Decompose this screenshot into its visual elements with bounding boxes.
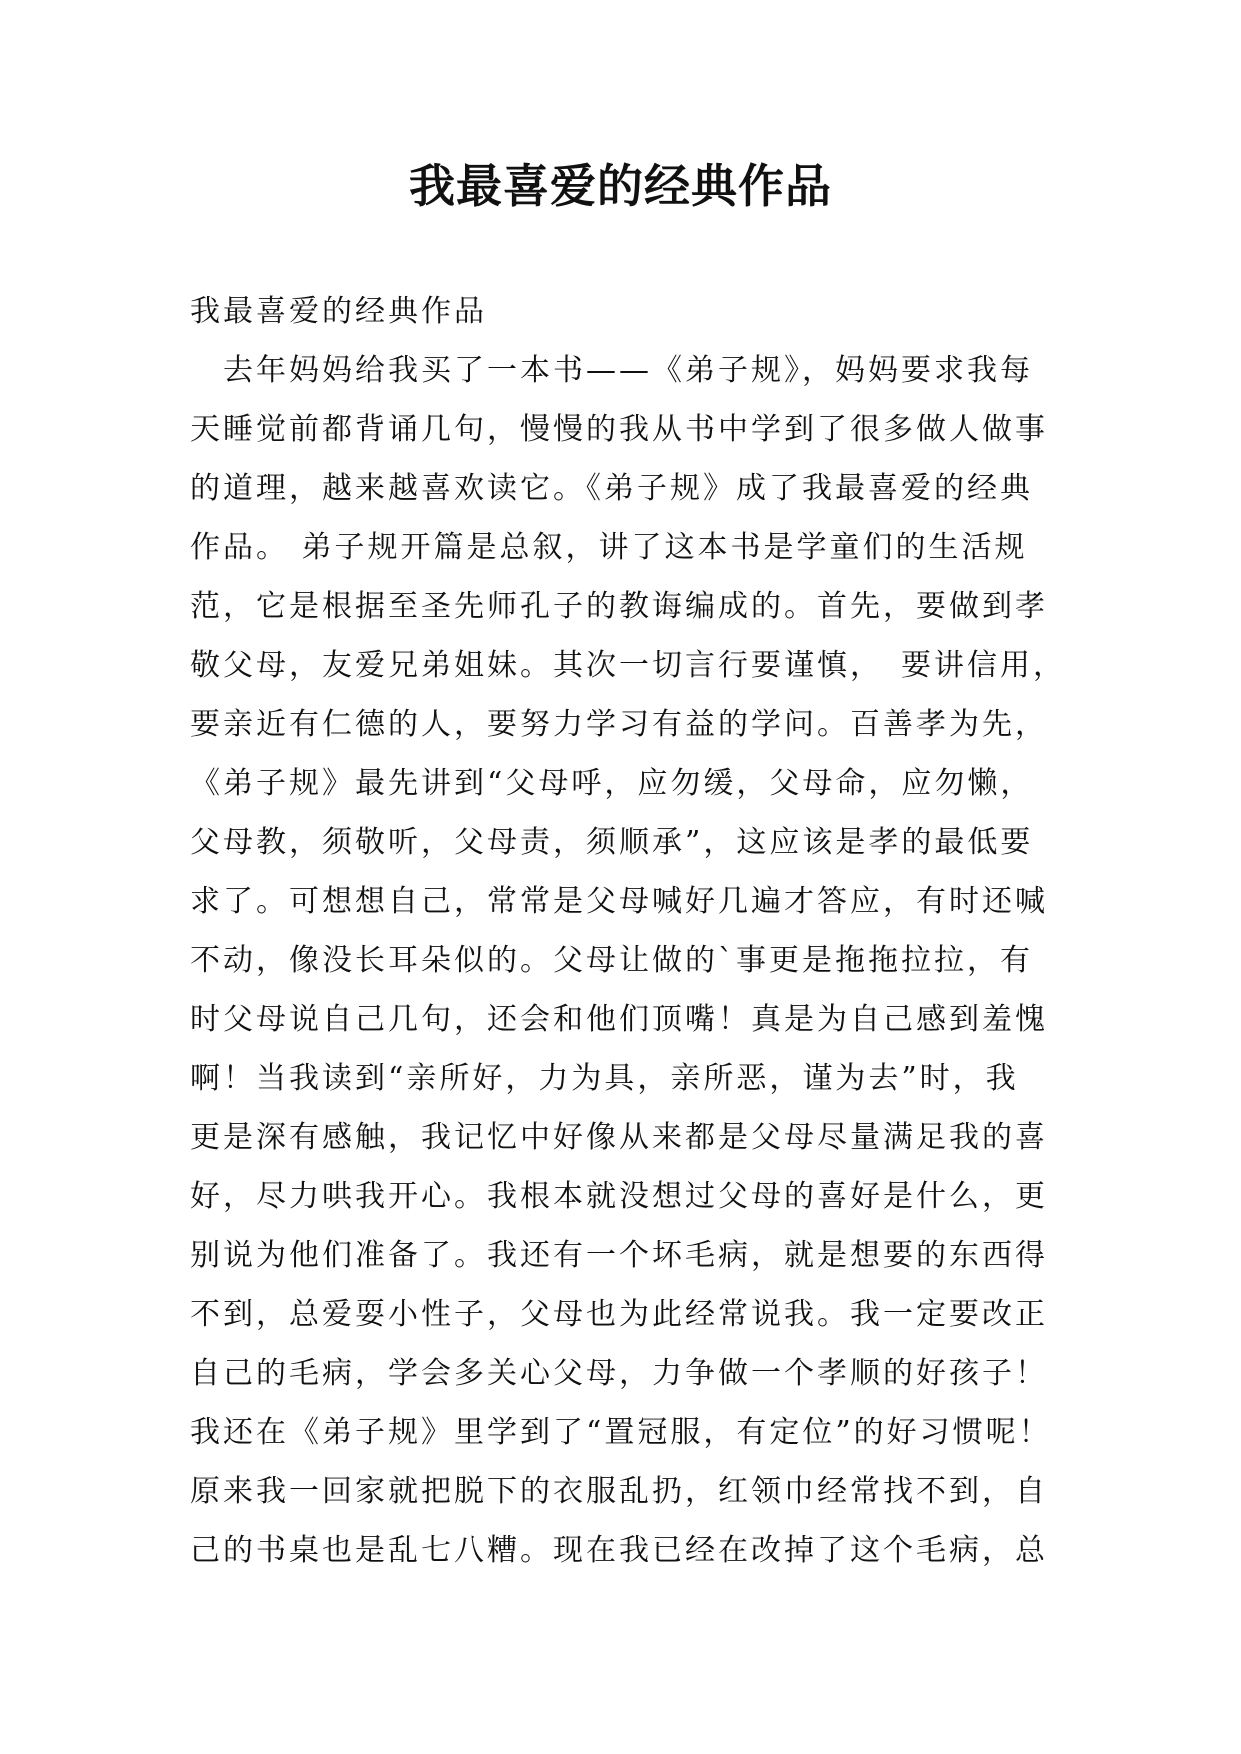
body-line: 作品。 弟子规开篇是总叙，讲了这本书是学童们的生活规 [190, 530, 1028, 565]
document-title: 我最喜爱的经典作品 [409, 159, 832, 213]
body-line: 不到，总爱耍小性子，父母也为此经常说我。我一定要改正 [190, 1297, 1048, 1332]
document-body [190, 292, 1070, 1590]
body-line: 自己的毛病，学会多关心父母，力争做一个孝顺的好孩子！ [190, 1356, 1048, 1391]
body-line: 去年妈妈给我买了一本书——《弟子规》，妈妈要求我每 [190, 353, 1033, 388]
body-line: 啊！当我读到“亲所好，力为具，亲所恶，谨为去”时，我 [190, 1061, 1019, 1096]
body-line: 我最喜爱的经典作品 [190, 294, 487, 329]
body-line: 别说为他们准备了。我还有一个坏毛病，就是想要的东西得 [190, 1238, 1048, 1273]
body-line: 不动，像没长耳朵似的。父母让做的`事更是拖拖拉拉，有 [190, 943, 1033, 978]
body-line: 的道理，越来越喜欢读它。《弟子规》成了我最喜爱的经典 [190, 471, 1033, 506]
body-line: 原来我一回家就把脱下的衣服乱扔，红领巾经常找不到，自 [190, 1474, 1048, 1509]
body-line: 敬父母，友爱兄弟姐妹。其次一切言行要谨慎， 要讲信用， [190, 648, 1066, 683]
body-line: 要亲近有仁德的人，要努力学习有益的学问。百善孝为先， [190, 707, 1048, 742]
body-line: 己的书桌也是乱七八糟。现在我已经在改掉了这个毛病，总 [190, 1533, 1048, 1568]
body-line: 好，尽力哄我开心。我根本就没想过父母的喜好是什么，更 [190, 1179, 1048, 1214]
body-line: 更是深有感触，我记忆中好像从来都是父母尽量满足我的喜 [190, 1120, 1048, 1155]
body-line: 时父母说自己几句，还会和他们顶嘴！真是为自己感到羞愧 [190, 1002, 1048, 1037]
body-line: 范，它是根据至圣先师孔子的教诲编成的。首先，要做到孝 [190, 589, 1048, 624]
body-line: 父母教，须敬听，父母责，须顺承”，这应该是孝的最低要 [190, 825, 1034, 860]
body-line: 我还在《弟子规》里学到了“置冠服，有定位”的好习惯呢！ [190, 1415, 1052, 1450]
body-line: 求了。可想想自己，常常是父母喊好几遍才答应，有时还喊 [190, 884, 1048, 919]
body-line: 天睡觉前都背诵几句，慢慢的我从书中学到了很多做人做事 [190, 412, 1048, 447]
body-line: 《弟子规》最先讲到“父母呼，应勿缓，父母命，应勿懒， [190, 766, 1034, 801]
